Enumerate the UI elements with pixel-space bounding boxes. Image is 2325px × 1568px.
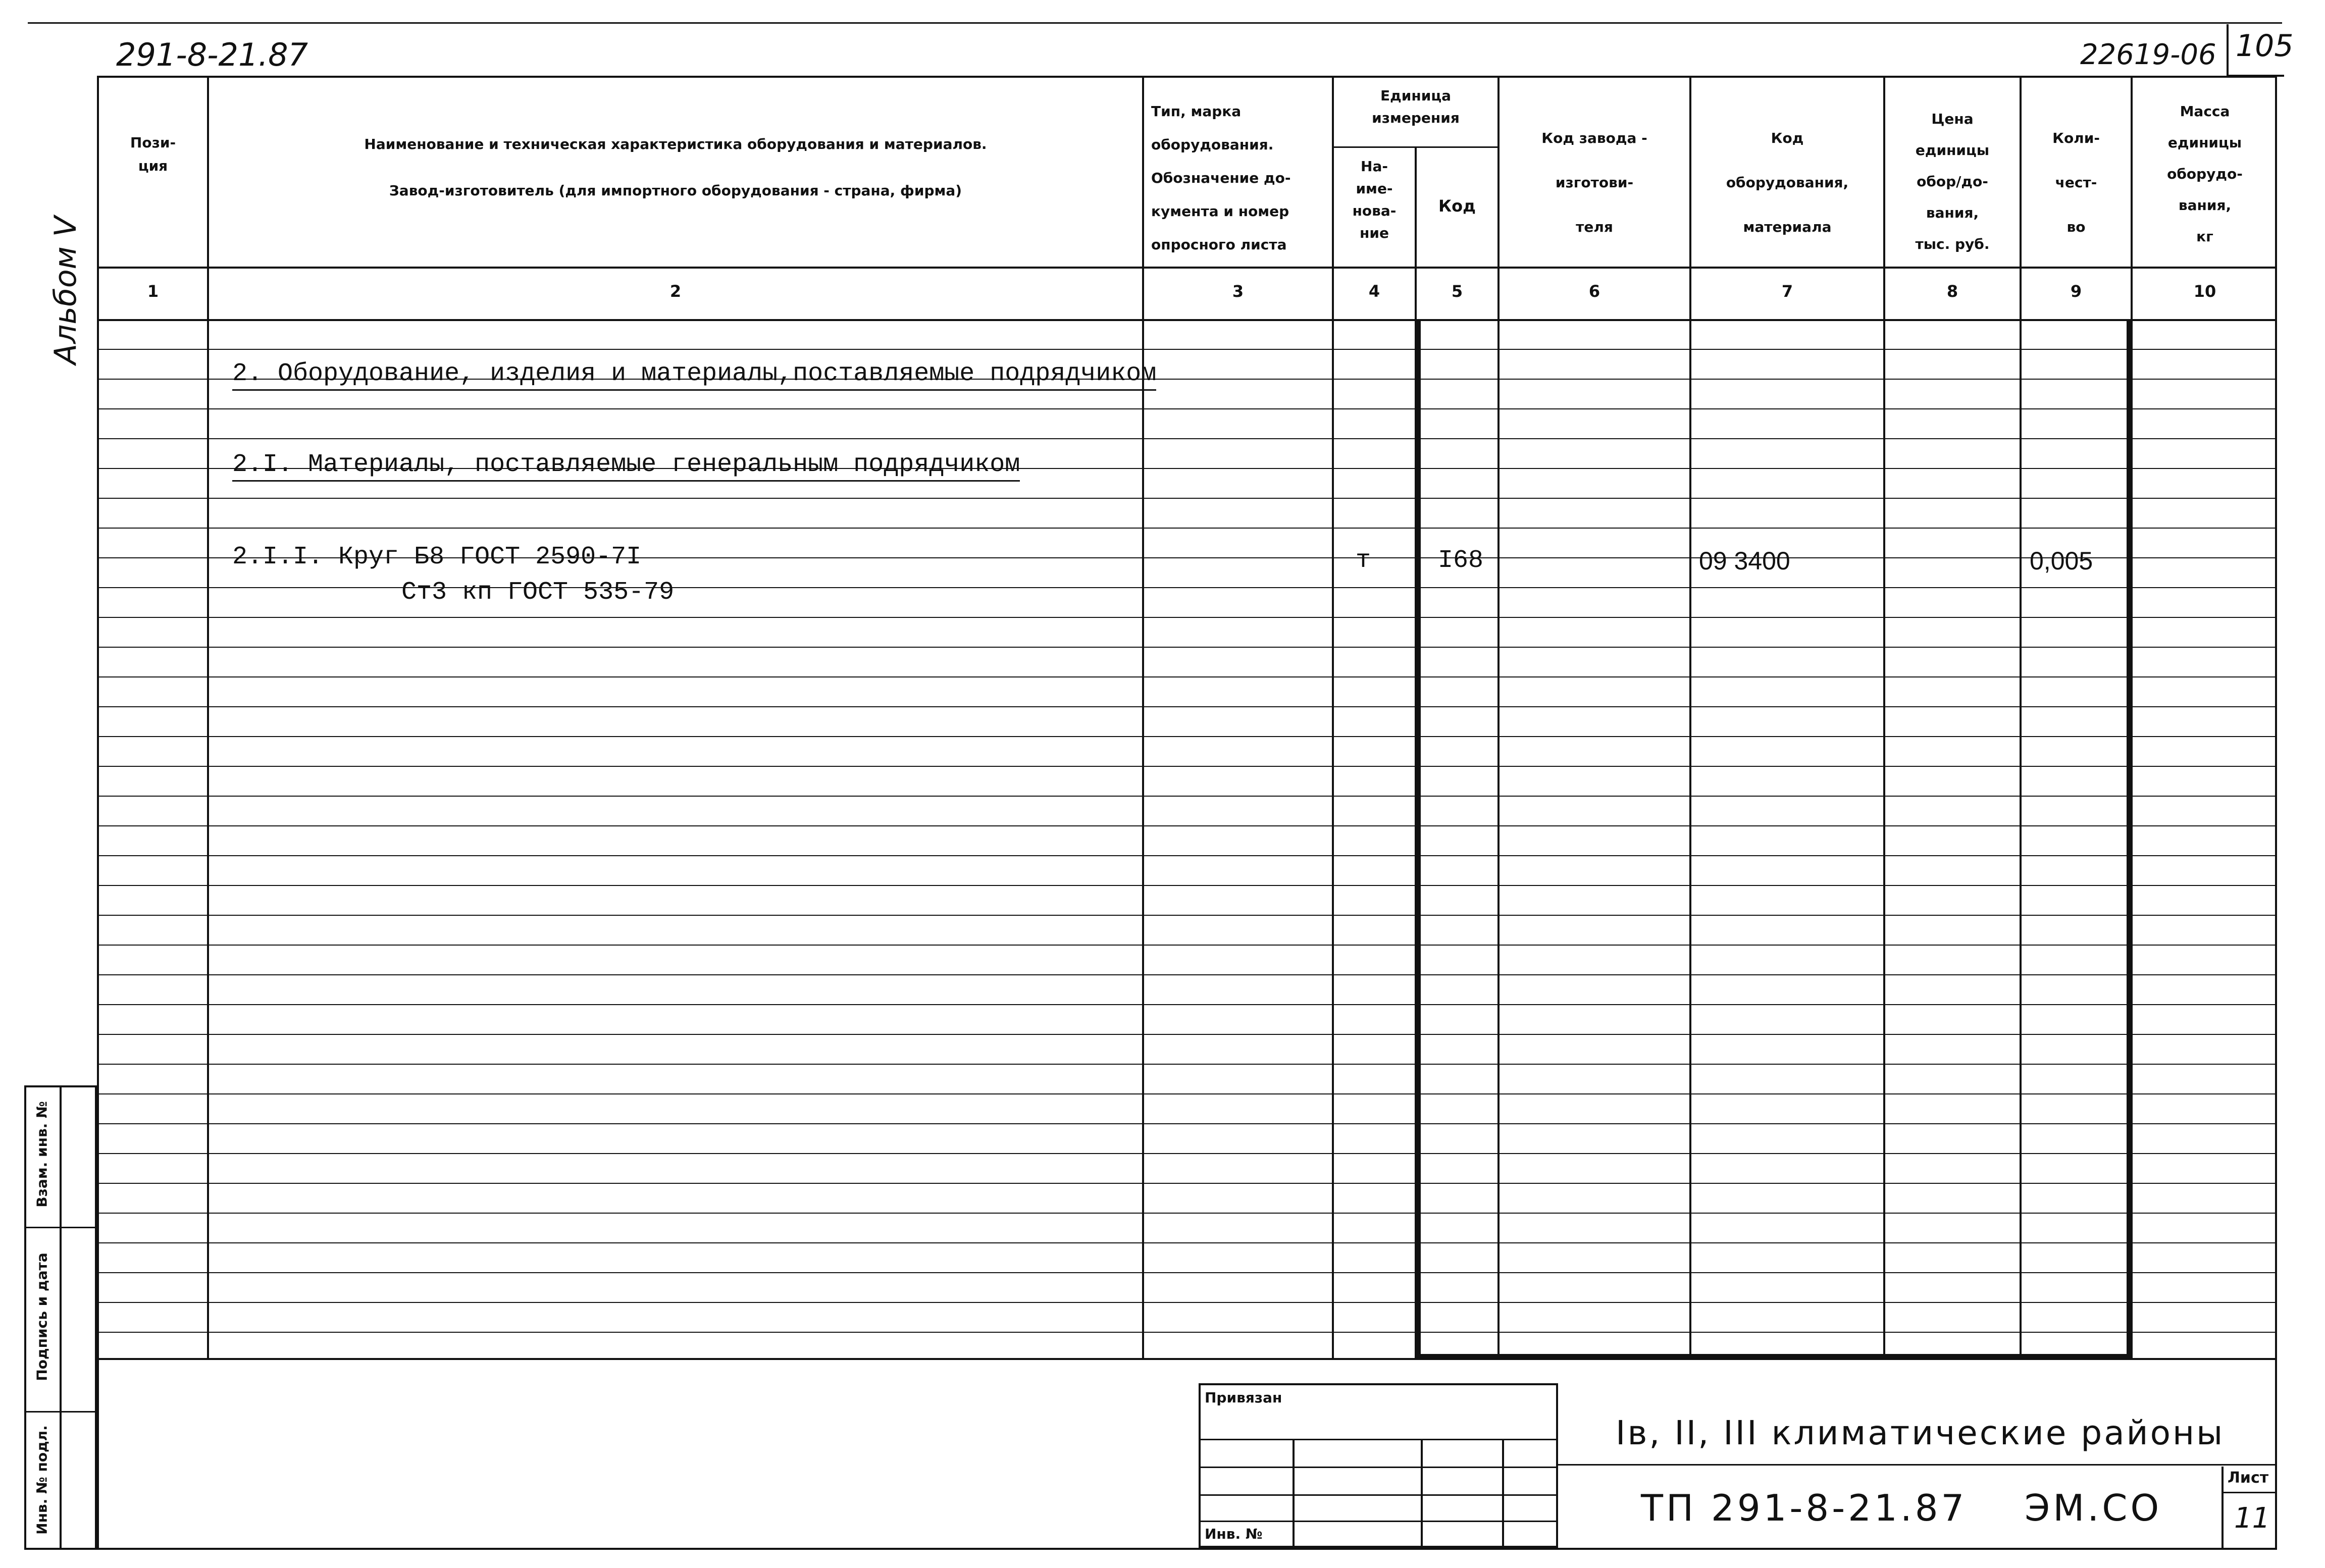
col-num-10: 10 bbox=[2193, 282, 2216, 301]
col-num-7: 7 bbox=[1781, 282, 1793, 301]
section-2-1-title: 2.I. Материалы, поставляемые генеральным подрядчиком bbox=[232, 450, 1020, 479]
designation: ТП 291-8-21.87 bbox=[1641, 1487, 1968, 1529]
table-row-line bbox=[97, 825, 2277, 826]
table-row-line bbox=[97, 885, 2277, 886]
col2-header: Наименование и техническая характеристика оборудования и материалов. Завод-изготовитель (для импортного оборудования - страна, фирма) bbox=[364, 136, 987, 199]
table-row-line bbox=[97, 1332, 2277, 1333]
table-row-line bbox=[97, 796, 2277, 797]
unit-group-header: Единица измерения bbox=[1372, 87, 1460, 126]
col6-header: Код завода - изготови- теля bbox=[1541, 130, 1647, 235]
table-row-line bbox=[97, 1183, 2277, 1184]
table-row-line bbox=[97, 915, 2277, 916]
col4-header: На- име- нова- ние bbox=[1352, 158, 1397, 241]
item-material-code: 09 3400 bbox=[1699, 547, 1790, 575]
table-row-line bbox=[97, 647, 2277, 648]
table-row-line bbox=[97, 617, 2277, 618]
mark: ЭМ.СО bbox=[2025, 1487, 2162, 1529]
side-inv-podl: Инв. № подл. bbox=[33, 1425, 50, 1535]
table-row-line bbox=[97, 1213, 2277, 1214]
side-podpis-data: Подпись и дата bbox=[33, 1252, 50, 1381]
table-row-line bbox=[97, 706, 2277, 707]
privyazan-box bbox=[1199, 1383, 1558, 1548]
table-row-line bbox=[97, 766, 2277, 767]
col3-header: Тип, марка оборудования. Обозначение до- кумента и номер опросного листа bbox=[1151, 103, 1291, 253]
table-row-line bbox=[97, 1064, 2277, 1065]
highlight-box bbox=[1417, 319, 2131, 1358]
page-number: 105 bbox=[2236, 28, 2294, 64]
item-unit: т bbox=[1356, 546, 1371, 575]
col-num-9: 9 bbox=[2070, 282, 2082, 301]
table-row-line bbox=[97, 408, 2277, 409]
inv-no-label: Инв. № bbox=[1205, 1526, 1263, 1542]
table-row-line bbox=[97, 349, 2277, 350]
col5-header: Код bbox=[1438, 196, 1476, 216]
col7-header: Код оборудования, материала bbox=[1726, 130, 1849, 235]
table-row-line bbox=[97, 1093, 2277, 1094]
section-2-title: 2. Оборудование, изделия и материалы,поставляемые подрядчиком bbox=[232, 359, 1156, 388]
table-row-line bbox=[97, 438, 2277, 439]
item-name-line1: 2.I.I. Круг Б8 ГОСТ 2590-7I bbox=[232, 543, 642, 571]
item-unit-code: I68 bbox=[1438, 546, 1484, 575]
side-vzam-inv: Взам. инв. № bbox=[33, 1101, 50, 1208]
climate-regions: Iв, II, III климатические районы bbox=[1616, 1414, 2225, 1452]
table-row-line bbox=[97, 1272, 2277, 1273]
table-row-line bbox=[97, 498, 2277, 499]
col10-header: Масса единицы оборудо- вания, кг bbox=[2167, 103, 2243, 245]
table-row-line bbox=[97, 676, 2277, 677]
table-row-line bbox=[97, 1004, 2277, 1005]
album-label: Альбом V bbox=[48, 216, 83, 364]
table-row-line bbox=[97, 1034, 2277, 1035]
doc-code-left: 291-8-21.87 bbox=[116, 36, 308, 73]
col-num-6: 6 bbox=[1588, 282, 1600, 301]
table-row-line bbox=[97, 974, 2277, 975]
sheet-number: 11 bbox=[2234, 1502, 2270, 1535]
col-num-4: 4 bbox=[1368, 282, 1380, 301]
table-row-line bbox=[97, 528, 2277, 529]
col8-header: Цена единицы обор/до- вания, тыс. руб. bbox=[1915, 111, 1990, 252]
table-row-line bbox=[97, 1123, 2277, 1124]
col-num-8: 8 bbox=[1946, 282, 1958, 301]
item-name-line2: Ст3 кп ГОСТ 535-79 bbox=[401, 578, 675, 607]
table-row-line bbox=[97, 855, 2277, 856]
col-num-2: 2 bbox=[669, 282, 682, 301]
table-row-line bbox=[97, 945, 2277, 946]
col-num-1: 1 bbox=[147, 282, 159, 301]
privyazan-label: Привязан bbox=[1205, 1389, 1282, 1406]
sheet-label: Лист bbox=[2228, 1469, 2269, 1487]
table-row-line bbox=[97, 736, 2277, 737]
page-number-box bbox=[2227, 24, 2294, 77]
col9-header: Коли- чест- во bbox=[2052, 130, 2100, 235]
table-row-line bbox=[97, 1153, 2277, 1154]
item-quantity: 0,005 bbox=[2030, 547, 2093, 575]
table-row-line bbox=[97, 1302, 2277, 1303]
col1-header: Пози- ция bbox=[130, 134, 176, 174]
col-num-5: 5 bbox=[1451, 282, 1463, 301]
doc-code-right: 22619-06 bbox=[2080, 38, 2216, 71]
table-row-line bbox=[97, 1242, 2277, 1243]
col-num-3: 3 bbox=[1232, 282, 1244, 301]
